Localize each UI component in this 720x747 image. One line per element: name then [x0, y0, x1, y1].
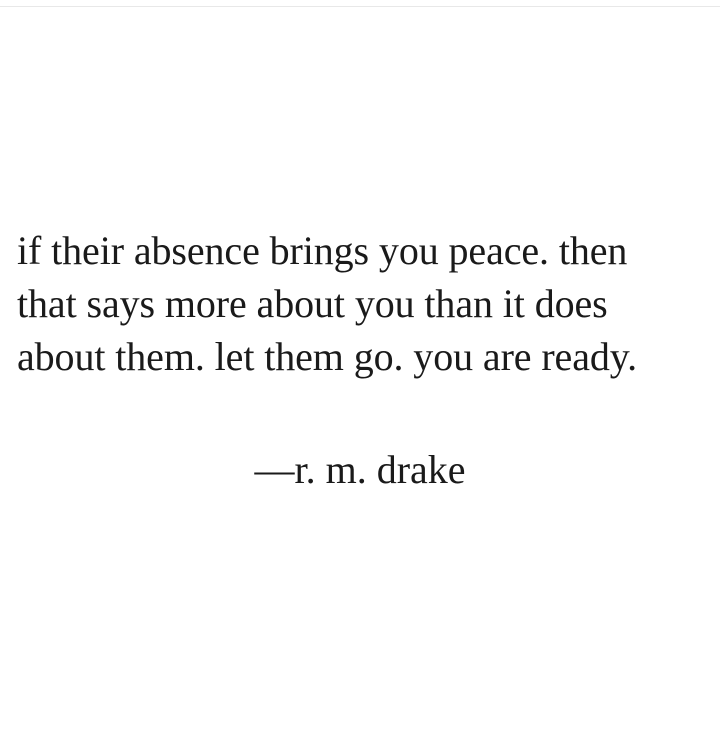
top-divider: [0, 6, 720, 7]
quote-line-1: if their absence brings you peace. then: [17, 228, 628, 273]
quote-line-2: that says more about you than it does: [17, 281, 608, 326]
quote-text: [17, 224, 707, 383]
quote-line-3: about them. let them go. you are ready.: [17, 334, 637, 379]
quote-attribution: —r. m. drake: [254, 447, 466, 492]
